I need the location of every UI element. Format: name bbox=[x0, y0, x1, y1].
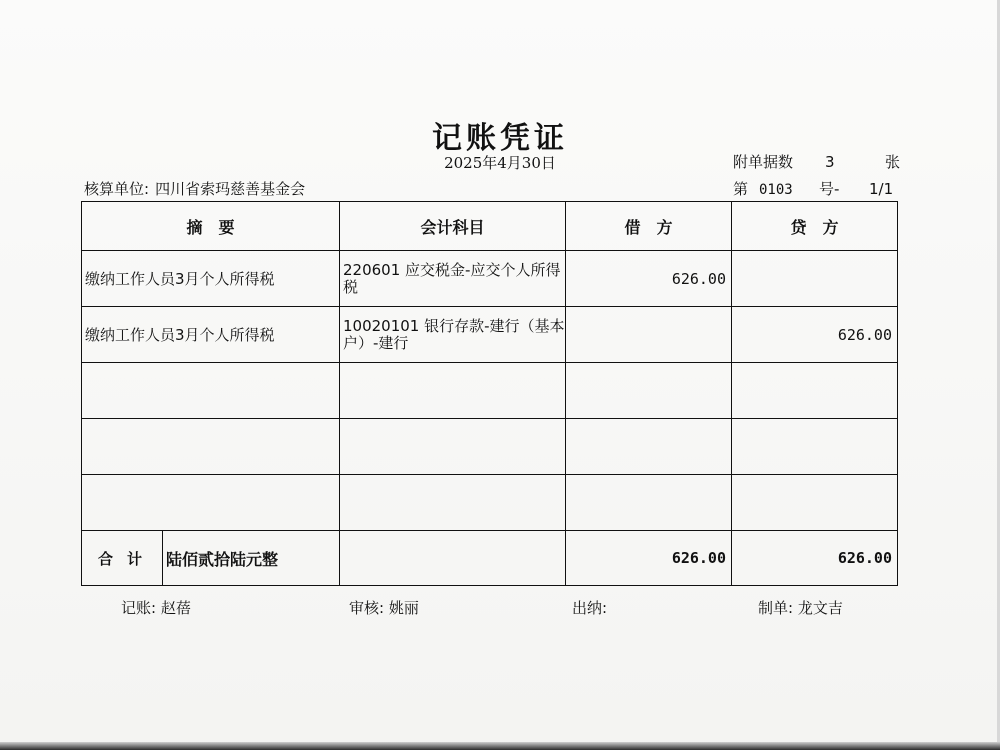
row-summary: 缴纳工作人员3月个人所得税 bbox=[82, 307, 340, 363]
voucher-date: 2025年4月30日 bbox=[444, 154, 556, 172]
row-account bbox=[340, 419, 566, 475]
header-debit: 借 方 bbox=[566, 202, 732, 251]
voucher-title: 记账凭证 bbox=[432, 121, 568, 156]
total-cell bbox=[82, 531, 340, 586]
table-header-row bbox=[82, 202, 898, 251]
row-debit: 626.00 bbox=[566, 251, 732, 307]
unit-label: 核算单位: bbox=[84, 180, 150, 198]
voucher-suffix: 号- bbox=[819, 180, 840, 198]
footer-preparer: 制单: 龙文吉 bbox=[758, 599, 843, 617]
row-account bbox=[340, 363, 566, 419]
row-credit bbox=[732, 363, 898, 419]
row-credit bbox=[732, 251, 898, 307]
row-account bbox=[340, 475, 566, 531]
table-row bbox=[82, 251, 898, 307]
footer-cashier: 出纳: bbox=[572, 599, 608, 617]
row-summary: 缴纳工作人员3月个人所得税 bbox=[82, 251, 340, 307]
table-row bbox=[82, 419, 898, 475]
row-account: 220601 应交税金-应交个人所得税 bbox=[340, 251, 566, 307]
accounting-unit bbox=[84, 178, 305, 199]
attachments-count: 3 bbox=[825, 153, 835, 171]
row-credit bbox=[732, 419, 898, 475]
row-debit bbox=[566, 475, 732, 531]
voucher-number-info bbox=[733, 178, 893, 199]
table-row bbox=[82, 307, 898, 363]
table-row bbox=[82, 475, 898, 531]
total-debit: 626.00 bbox=[566, 531, 732, 586]
table-row bbox=[82, 363, 898, 419]
row-summary bbox=[82, 419, 340, 475]
voucher-table bbox=[81, 201, 898, 586]
row-summary bbox=[82, 475, 340, 531]
row-credit bbox=[732, 475, 898, 531]
header-credit: 贷 方 bbox=[732, 202, 898, 251]
row-debit bbox=[566, 419, 732, 475]
scan-edge-bottom bbox=[0, 742, 1000, 750]
row-account: 10020101 银行存款-建行（基本户）-建行 bbox=[340, 307, 566, 363]
voucher-page: 1/1 bbox=[869, 180, 894, 198]
row-summary bbox=[82, 363, 340, 419]
row-debit bbox=[566, 307, 732, 363]
row-debit bbox=[566, 363, 732, 419]
footer-bookkeeper: 记账: 赵蓓 bbox=[121, 599, 191, 617]
header-summary: 摘 要 bbox=[82, 202, 340, 251]
voucher-prefix: 第 bbox=[733, 180, 749, 198]
unit-name: 四川省索玛慈善基金会 bbox=[155, 180, 306, 198]
row-credit: 626.00 bbox=[732, 307, 898, 363]
footer-reviewer: 审核: 姚丽 bbox=[349, 599, 419, 617]
attachments-info bbox=[733, 151, 900, 172]
total-label: 合计 bbox=[82, 531, 163, 585]
attachments-label: 附单据数 bbox=[733, 153, 794, 171]
header-account: 会计科目 bbox=[340, 202, 566, 251]
total-row bbox=[82, 531, 898, 586]
total-credit: 626.00 bbox=[732, 531, 898, 586]
total-amount-in-words: 陆佰贰拾陆元整 bbox=[166, 549, 279, 569]
attachments-unit: 张 bbox=[885, 153, 901, 171]
voucher-number: 0103 bbox=[759, 182, 793, 198]
total-account-blank bbox=[340, 531, 566, 586]
